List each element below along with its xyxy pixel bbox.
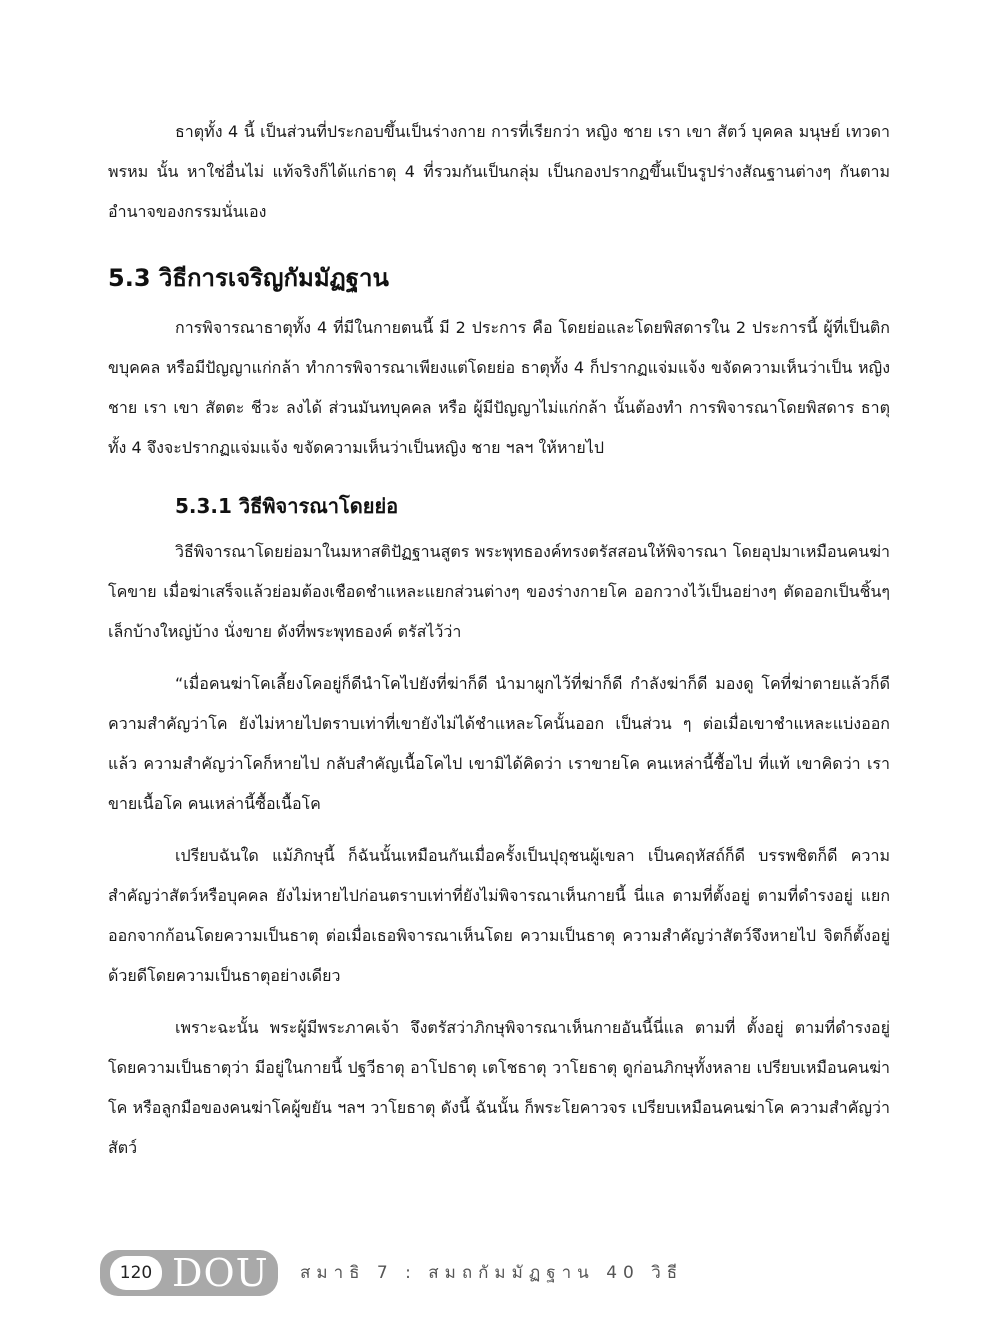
quote-paragraph: “เมื่อคนฆ่าโคเลี้ยงโคอยู่ก็ดีนำโคไปยังที่ฆ่าก็ดี นำมาผูกไว้ที่ฆ่าก็ดี กำลังฆ่าก็ดี มองดู โคที่ฆ่าตายแล้วก็ดีความสำคัญว่าโค ยังไม่หายไปตราบเท่าที่เขายังไม่ได้ชำแหละโคนั้นออก เป็นส่วน ๆ ต่อเมื่อเขาชำแหละแบ่งออกแล้ว ความสำคัญว่าโคก็หายไป กลับสำคัญเนื้อโคไป เขามิได้คิดว่า เราขายโค คนเหล่านี้ซื้อไป ที่แท้ เขาคิดว่า เราขายเนื้อโค คนเหล่านี้ซื้อเนื้อโค: [108, 674, 890, 813]
subsection-paragraph-3: เปรียบฉันใด แม้ภิกษุนี้ ก็ฉันนั้นเหมือนกันเมื่อครั้งเป็นปุถุชนผู้เขลา เป็นคฤหัสถ์ก็ดี บรรพชิตก็ดี ความสำคัญว่าสัตว์หรือบุคคล ยังไม่หายไปก่อนตราบเท่าที่ยังไม่พิจารณาเห็นกายนี้ นี่แล ตามที่ตั้งอยู่ ตามที่ดำรงอยู่ แยกออกจากก้อนโดยความเป็นธาตุ ต่อเมื่อเธอพิจารณาเห็นโดย ความเป็นธาตุ ความสำคัญว่าสัตว์จึงหายไป จิตก็ตั้งอยู่ด้วยดีโดยความเป็นธาตุอย่างเดียว: [108, 846, 891, 985]
section-heading: 5.3 วิธีการเจริญกัมมัฏฐาน: [108, 264, 389, 292]
page-footer: [100, 1250, 900, 1296]
subsection-paragraph-1: วิธีพิจารณาโดยย่อมาในมหาสติปัฏฐานสูตร พระพุทธองค์ทรงตรัสสอนให้พิจารณา โดยอุปมาเหมือนคนฆ่าโคขาย เมื่อฆ่าเสร็จแล้วย่อมต้องเชือดชำแหละแยกส่วนต่างๆ ของร่างกายโค ออกวางไว้เป็นอย่างๆ ตัดออกเป็นชิ้นๆ เล็กบ้างใหญ่บ้าง นั่งขาย ดังที่พระพุทธองค์ ตรัสไว้ว่า: [108, 542, 890, 641]
page-number: 120: [110, 1256, 162, 1290]
page-content: [108, 112, 890, 1180]
footer-badge: [100, 1250, 278, 1296]
intro-paragraph: ธาตุทั้ง 4 นี้ เป็นส่วนที่ประกอบขึ้นเป็นร่างกาย การที่เรียกว่า หญิง ชาย เรา เขา สัตว์ บุคคล มนุษย์ เทวดา พรหม นั้น หาใช่อื่นไม่ แท้จริงก็ได้แก่ธาตุ 4 ที่รวมกันเป็นกลุ่ม เป็นกองปรากฏขึ้นเป็นรูปร่างสัณฐานต่างๆ กันตามอำนาจของกรรมนั่นเอง: [108, 122, 890, 221]
brand-logo: DOU: [172, 1251, 269, 1295]
subsection-paragraph-4: เพราะฉะนั้น พระผู้มีพระภาคเจ้า จึงตรัสว่าภิกษุพิจารณาเห็นกายอันนี้นี่แล ตามที่ ตั้งอยู่ ตามที่ดำรงอยู่ โดยความเป็นธาตุว่า มีอยู่ในกายนี้ ปฐวีธาตุ อาโปธาตุ เตโชธาตุ วาโยธาตุ ดูก่อนภิกษุทั้งหลาย เปรียบเหมือนคนฆ่าโค หรือลูกมือของคนฆ่าโคผู้ขยัน ฯลฯ วาโยธาตุ ดังนี้ ฉันนั้น ก็พระโยคาวจร เปรียบเหมือนคนฆ่าโค ความสำคัญว่าสัตว์: [108, 1018, 890, 1157]
running-title: สมาธิ 7 : สมถกัมมัฏฐาน 40 วิธี: [300, 1263, 684, 1283]
subsection-heading: 5.3.1 วิธีพิจารณาโดยย่อ: [175, 494, 399, 518]
section-paragraph: การพิจารณาธาตุทั้ง 4 ที่มีในกายตนนี้ มี 2 ประการ คือ โดยย่อและโดยพิสดารใน 2 ประการนี้ ผู้ที่เป็นติกขบุคคล หรือมีปัญญาแก่กล้า ทำการพิจารณาเพียงแต่โดยย่อ ธาตุทั้ง 4 ก็ปรากฏแจ่มแจ้ง ขจัดความเห็นว่าเป็น หญิง ชาย เรา เขา สัตตะ ชีวะ ลงได้ ส่วนมันทบุคคล หรือ ผู้มีปัญญาไม่แก่กล้า นั้นต้องทำ การพิจารณาโดยพิสดาร ธาตุทั้ง 4 จึงจะปรากฏแจ่มแจ้ง ขจัดความเห็นว่าเป็นหญิง ชาย ฯลฯ ให้หายไป: [108, 318, 891, 457]
